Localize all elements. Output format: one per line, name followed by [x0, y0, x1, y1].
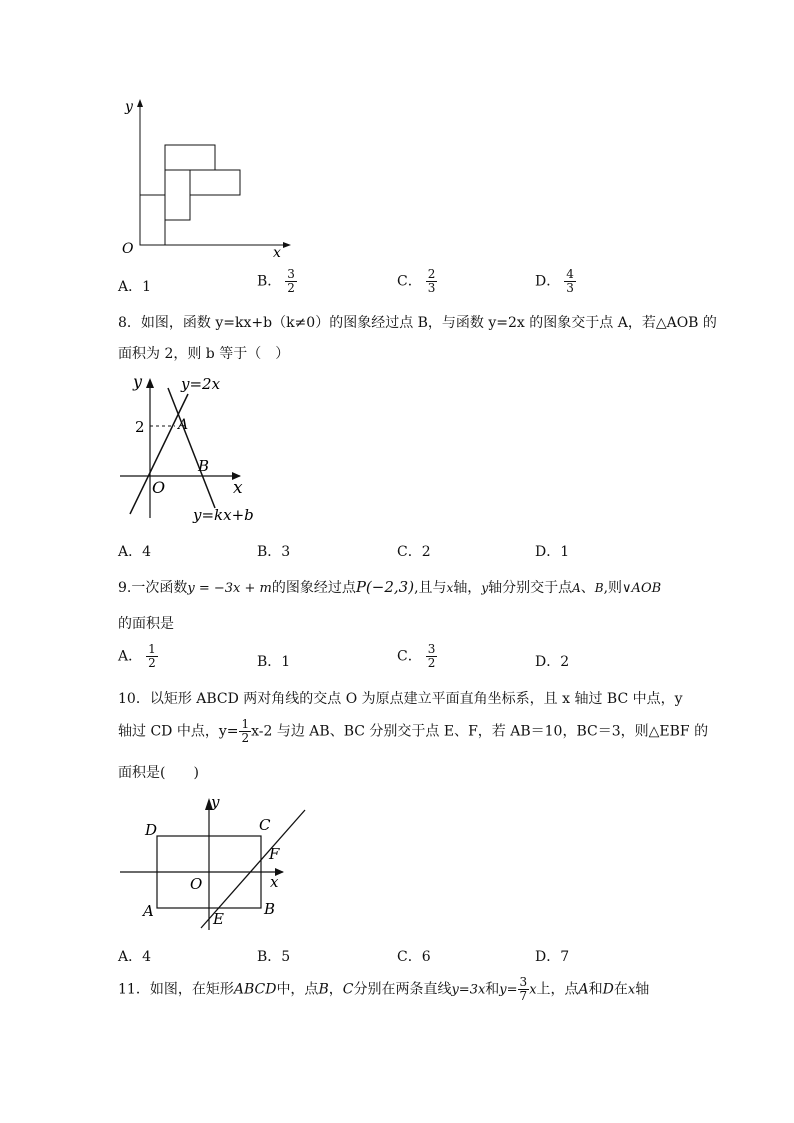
point-c-label: C	[259, 816, 271, 834]
point-b-label: B	[198, 457, 210, 475]
q8-line2: 面积为 2，则 b 等于（ ）	[118, 346, 290, 362]
origin-label: O	[152, 478, 166, 497]
line-kxb	[168, 388, 215, 508]
q7-option-d: D． $\frac{4}{3}$	[535, 267, 574, 295]
point-b-label: B	[264, 900, 276, 918]
q8-line1: 8．如图，函数 y=kx+b（k≠0）的图象经过点 B，与函数 y=2x 的图象交于点 A，若△AOB 的	[118, 315, 717, 331]
y-label: y	[211, 793, 220, 811]
q10-line3: 面积是( )	[118, 765, 199, 781]
rect-3	[190, 170, 240, 195]
q7-option-b: B． $\frac{3}{2}$	[257, 267, 295, 295]
q9-option-c: C． $\frac{3}{2}$	[397, 642, 436, 670]
q9-line1: 9.一次函数y = −3x + m的图象经过点P(−2,3),且与x轴，y轴分别交于点A、B,则∨AOB	[118, 578, 662, 596]
y-label: y	[133, 372, 143, 391]
q7-option-a: A．1	[118, 279, 152, 295]
q8-figure	[115, 368, 275, 528]
q9-option-a: A． $\frac{1}{2}$	[118, 642, 156, 670]
q7-figure	[115, 95, 295, 265]
q10-figure	[115, 790, 315, 935]
x-label: x	[233, 478, 243, 498]
q8-option-b: B．3	[257, 544, 291, 560]
q10-option-a: A．4	[118, 949, 152, 965]
rect-2	[165, 145, 215, 170]
q9-option-d: D．2	[535, 654, 570, 670]
q9-option-b: B．1	[257, 654, 291, 670]
origin-label: O	[122, 241, 134, 257]
q8-option-c: C．2	[397, 544, 431, 560]
q7-option-c: C． $\frac{2}{3}$	[397, 267, 436, 295]
q10-option-d: D．7	[535, 949, 570, 965]
q10-option-c: C．6	[397, 949, 431, 965]
rect-1	[140, 195, 165, 245]
q10-line1: 10．以矩形 ABCD 两对角线的交点 O 为原点建立平面直角坐标系，且 x 轴过 BC 中点，y	[118, 691, 683, 707]
y2x-label: y=2x	[181, 375, 221, 393]
q8-option-d: D．1	[535, 544, 570, 560]
point-f-label: F	[269, 845, 280, 863]
tick-2-label: 2	[135, 418, 145, 436]
q10-option-b: B．5	[257, 949, 291, 965]
x-label: x	[273, 245, 281, 261]
point-a-label: A	[178, 417, 189, 433]
q11-line1: 11．如图，在矩形ABCD中，点B，C分别在两条直线y=3x和y= $\frac{3}{7}$ x上，点A和D在x轴	[118, 975, 650, 1003]
y-label: y	[125, 99, 133, 115]
point-e-label: E	[213, 910, 224, 928]
q10-line2: 轴过 CD 中点，y= $\frac{1}{2}$ x-2 与边 AB、BC 分别交于点 E、F，若 AB＝10，BC＝3，则△EBF 的	[118, 717, 709, 745]
kxb-label: y=kx+b	[193, 506, 254, 524]
q9-line2: 的面积是	[118, 616, 174, 632]
q8-option-a: A．4	[118, 544, 152, 560]
origin-label: O	[190, 875, 203, 893]
rect-4	[165, 170, 190, 220]
point-a-label: A	[143, 902, 154, 920]
point-d-label: D	[145, 821, 158, 839]
x-label: x	[270, 873, 279, 891]
